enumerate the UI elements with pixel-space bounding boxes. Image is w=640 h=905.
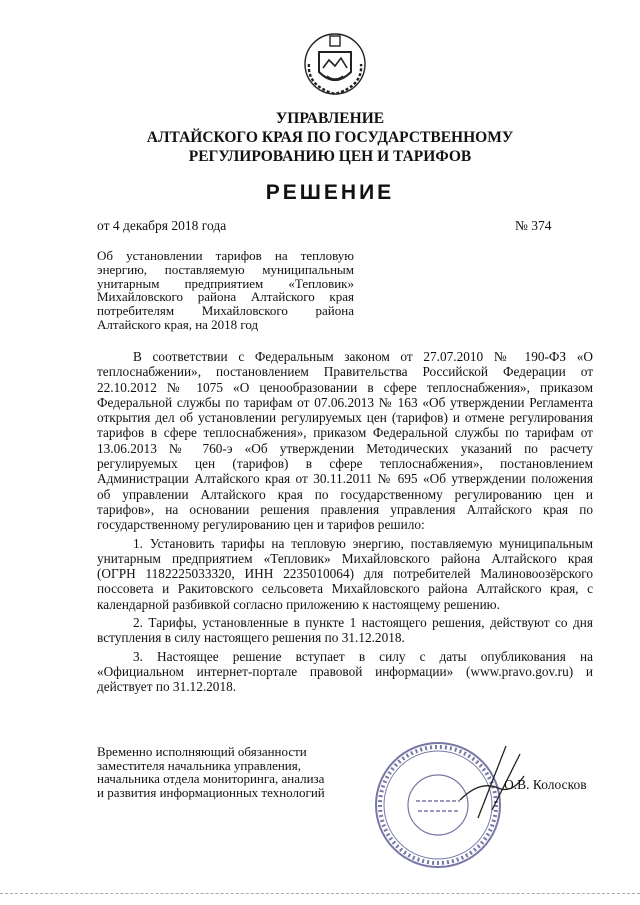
item-3-paragraph <box>97 649 593 695</box>
body-line: 3. Настоящее решение вступает в силу с даты опубликования на <box>133 648 593 664</box>
body-line: (ОГРН 1182225033320, ИНН 2235010064) для потребителей Малиновоозёрского <box>97 566 593 582</box>
document-number: № 374 <box>515 218 552 233</box>
preamble-paragraph <box>97 349 593 533</box>
body-line: Федеральной службы по тарифам от 07.06.2013 № 163 «Об утверждении Регламента <box>97 394 593 410</box>
subject-line: потребителям Михайловского района <box>97 303 354 319</box>
document-subject <box>97 249 354 332</box>
subject-line: унитарным предприятием «Тепловик» <box>97 275 354 291</box>
body-line: Администрации Алтайского края от 30.11.2011 № 695 «Об утверждении положения <box>97 471 593 487</box>
body-line: 2. Тарифы, установленные в пункте 1 настоящего решения, действуют со дня <box>133 615 593 631</box>
body-line: теплоснабжении», постановлением Правительства Российской Федерации от <box>97 364 593 380</box>
altai-coat-of-arms-icon <box>297 24 373 100</box>
item-1-paragraph <box>97 536 593 612</box>
body-line: 1. Установить тарифы на тепловую энергию, поставляемую муниципальным <box>133 535 593 551</box>
body-line: действует по 31.12.2018. <box>97 679 237 695</box>
body-line: открытия дел об установлении регулируемых цен (тарифов) и отмене регулирования <box>97 410 593 426</box>
header-line-3: РЕГУЛИРОВАНИЮ ЦЕН И ТАРИФОВ <box>188 148 472 165</box>
body-line: государственному регулированию цен и тарифов решило: <box>97 517 425 533</box>
signer-position-line: начальника отдела мониторинга, анализа <box>97 771 325 787</box>
signer-position-line: заместителя начальника управления, <box>97 757 301 773</box>
body-line: тарифов», на основании решения правления управления Алтайского края по <box>97 501 593 517</box>
header-line-1: УПРАВЛЕНИЕ <box>275 110 385 127</box>
body-line: поссовета и Ракитовского сельсовета Михайловского района Алтайского края, с <box>97 581 593 597</box>
signer-position-line: и развития информационных технологий <box>97 784 325 800</box>
body-line: календарной разбивкой согласно приложению к настоящему решению. <box>97 596 500 612</box>
signer-position <box>97 745 367 799</box>
header-line-2: АЛТАЙСКОГО КРАЯ ПО ГОСУДАРСТВЕННОМУ <box>146 129 514 146</box>
signer-name: О.В. Колосков <box>504 777 587 792</box>
body-line: вступления в силу настоящего решения по 31.12.2018. <box>97 630 405 646</box>
body-line: «Официальном интернет-портале правовой информации» (www.pravo.gov.ru) и <box>97 663 593 679</box>
subject-line: Об установлении тарифов на тепловую <box>97 248 354 263</box>
subject-line: Михайловского района Алтайского края <box>97 289 354 305</box>
signer-position-line: Временно исполняющий обязанности <box>97 744 307 759</box>
issuing-authority <box>60 109 600 166</box>
page-bottom-divider <box>0 893 640 894</box>
document-date: от 4 декабря 2018 года <box>97 218 227 233</box>
body-line: 22.10.2012 № 1075 «О ценообразовании в сфере теплоснабжения», приказом <box>97 379 593 395</box>
document-body <box>97 349 593 695</box>
body-line: 13.06.2013 № 760-э «Об утверждении Методических указаний по расчету <box>97 440 593 456</box>
body-line: об управлении Алтайского края по государственному регулированию цен и <box>97 486 593 502</box>
body-line: унитарным предприятием «Тепловик» Михайловского района Алтайского края <box>97 550 593 566</box>
body-line: В соответствии с Федеральным законом от 27.07.2010 № 190-ФЗ «О <box>133 349 593 364</box>
document-title: РЕШЕНИЕ <box>265 181 395 204</box>
subject-line: энергию, поставляемую муниципальным <box>97 261 354 277</box>
subject-line: Алтайского края, на 2018 год <box>97 316 259 332</box>
item-2-paragraph <box>97 615 593 646</box>
body-line: тарифов в сфере теплоснабжения», приказом Федеральной службы по тарифам от <box>97 425 593 441</box>
body-line: регулируемых цен (тарифов) в сфере теплоснабжения», постановлением <box>97 456 593 472</box>
